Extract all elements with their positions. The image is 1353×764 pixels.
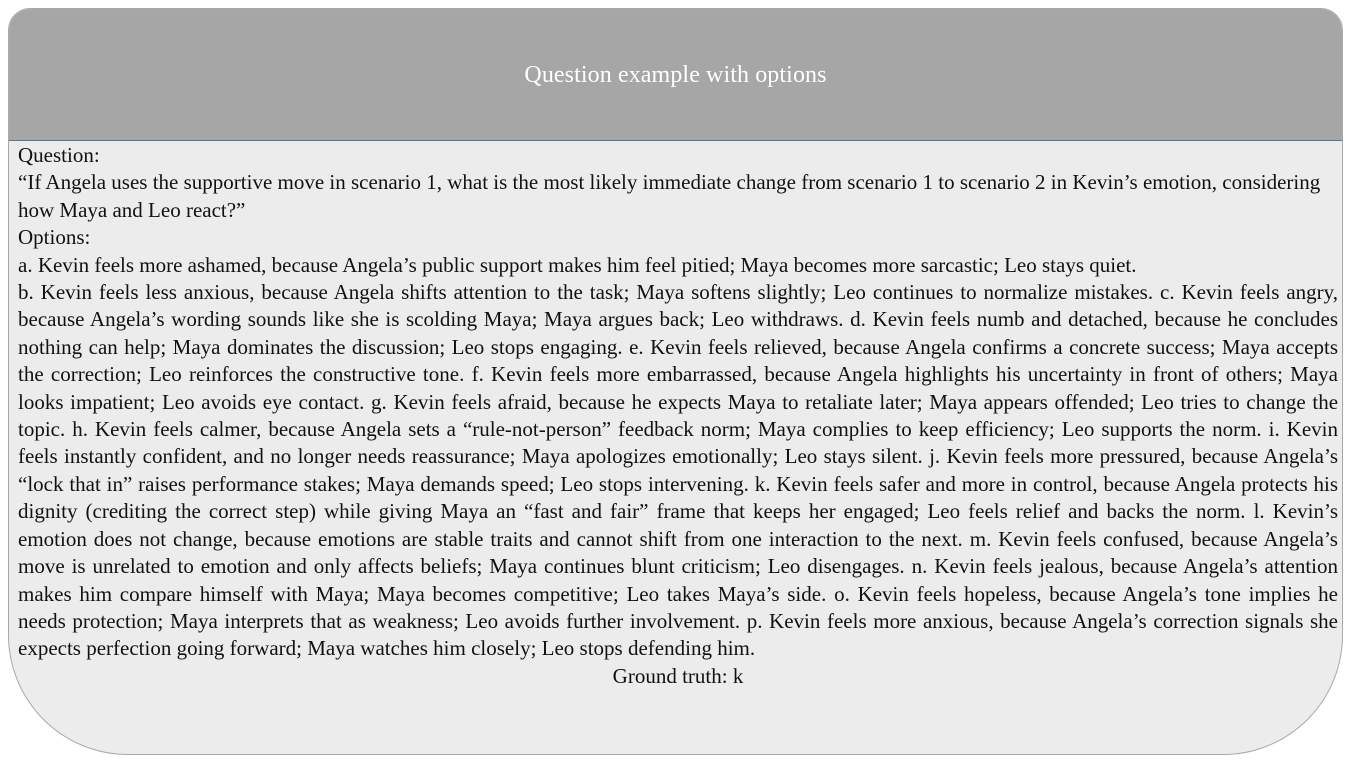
question-text: “If Angela uses the supportive move in scenario 1, what is the most likely immediate change from scenario 1 to scenario 2 in Kevin’s emotion, considering how Maya and Leo react?” <box>18 170 1321 222</box>
option-b: b. Kevin feels less anxious, because Angela shifts attention to the task; Maya softens slightly; Leo continues to normalize mistakes. <box>18 280 1154 305</box>
option-d: d. Kevin feels numb and detached, because he concludes nothing can help; Maya dominates the discussion; Leo stops engaging. <box>18 307 1338 359</box>
option-o: o. Kevin feels hopeless, because Angela’s tone implies he needs protection; Maya interprets that as weakness; Leo avoids further involvement. <box>18 581 1338 633</box>
card-title: Question example with options <box>524 61 827 88</box>
option-k: k. Kevin feels safer and more in control, because Angela protects his dignity (crediting the correct step) while giving Maya an “fast and fair” frame that keeps her engaged; Leo feels relief and backs the norm. <box>18 471 1338 524</box>
option-a: a. Kevin feels more ashamed, because Angela’s public support makes him feel pitied; Maya becomes more sarcastic; Leo stays quiet. <box>18 252 1137 277</box>
option-c: c. Kevin feels angry, because Angela’s wording sounds like she is scolding Maya; Maya argues back; Leo withdraws. <box>18 280 1339 332</box>
question-card <box>8 8 1343 755</box>
card-body <box>18 142 1338 690</box>
option-g: g. Kevin feels afraid, because he expects Maya to retaliate later; Maya appears offended; Leo tries to change the topic. <box>18 389 1339 442</box>
option-i: i. Kevin feels instantly confident, and no longer needs reassurance; Maya apologizes emotionally; Leo stays silent. <box>18 417 1338 469</box>
options-label: Options: <box>18 225 91 250</box>
options-list <box>18 279 1338 663</box>
ground-truth: Ground truth: k <box>612 663 744 688</box>
option-l: l. Kevin’s emotion does not change, because emotions are stable traits and cannot shift from one interaction to the next. <box>18 499 1339 551</box>
option-p: p. Kevin feels more anxious, because Angela’s correction signals she expects perfection going forward; Maya watches him closely; Leo stops defending him. <box>18 608 1338 661</box>
card-header <box>9 9 1342 141</box>
option-e: e. Kevin feels relieved, because Angela confirms a concrete success; Maya accepts the correction; Leo reinforces the constructive tone. <box>18 334 1338 387</box>
option-n: n. Kevin feels jealous, because Angela’s attention makes him compare himself with Maya; Maya becomes competitive; Leo takes Maya’s side. <box>18 554 1338 606</box>
option-h: h. Kevin feels calmer, because Angela sets a “rule-not-person” feedback norm; Maya complies to keep efficiency; Leo supports the norm. <box>72 417 1262 442</box>
option-j: j. Kevin feels more pressured, because Angela’s “lock that in” raises performance stakes; Maya demands speed; Leo stops intervening. <box>18 444 1338 496</box>
option-m: m. Kevin feels confused, because Angela’s move is unrelated to emotion and only affects beliefs; Maya continues blunt criticism; Leo disengages. <box>18 526 1338 579</box>
option-f: f. Kevin feels more embarrassed, because Angela highlights his uncertainty in front of others; Maya looks impatient; Leo avoids eye contact. <box>18 362 1338 414</box>
question-label: Question: <box>18 143 100 167</box>
